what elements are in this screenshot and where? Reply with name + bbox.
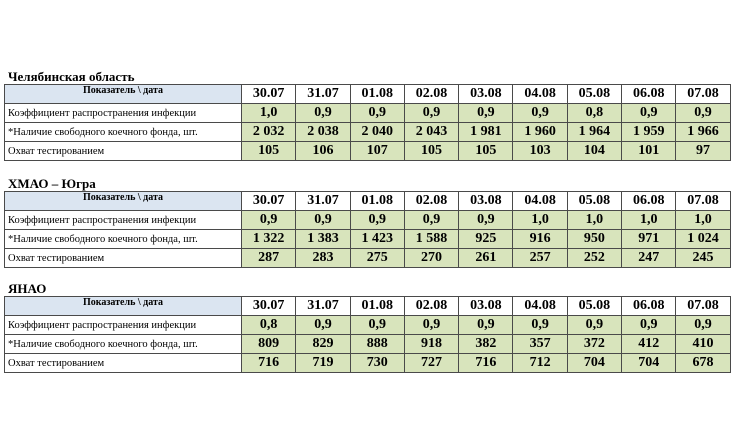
- table-cell: 101: [622, 142, 676, 161]
- table-cell: 1 966: [676, 123, 730, 142]
- table-row: [5, 104, 731, 123]
- header-label: Показатель \ дата: [5, 192, 242, 211]
- table-cell: 1 322: [242, 230, 296, 249]
- table-cell: 1,0: [513, 211, 567, 230]
- date-header: 04.08: [513, 297, 567, 316]
- table-cell: 1 383: [296, 230, 350, 249]
- table-cell: 0,9: [350, 211, 404, 230]
- table-cell: 678: [676, 354, 730, 373]
- table-cell: 2 040: [350, 123, 404, 142]
- region-title: ЯНАО: [8, 281, 47, 296]
- date-header: 05.08: [567, 192, 621, 211]
- region-table: [4, 84, 731, 161]
- table-cell: 287: [242, 249, 296, 268]
- table-row: [5, 249, 731, 268]
- table-cell: 0,9: [459, 316, 513, 335]
- region-yanao: [4, 281, 731, 373]
- table-cell: 730: [350, 354, 404, 373]
- row-label: *Наличие свободного коечного фонда, шт.: [5, 230, 242, 249]
- table-cell: 0,9: [296, 316, 350, 335]
- date-header: 30.07: [242, 85, 296, 104]
- table-cell: 261: [459, 249, 513, 268]
- table-cell: 372: [567, 335, 621, 354]
- table-cell: 1 964: [567, 123, 621, 142]
- table-cell: 2 043: [404, 123, 458, 142]
- table-cell: 719: [296, 354, 350, 373]
- table-cell: 0,9: [242, 211, 296, 230]
- table-cell: 0,9: [676, 104, 730, 123]
- date-header: 02.08: [404, 192, 458, 211]
- table-cell: 0,9: [513, 316, 567, 335]
- table-cell: 0,9: [676, 316, 730, 335]
- date-header: 02.08: [404, 297, 458, 316]
- table-cell: 809: [242, 335, 296, 354]
- date-header: 03.08: [459, 85, 513, 104]
- table-cell: 270: [404, 249, 458, 268]
- table-cell: 252: [567, 249, 621, 268]
- table-cell: 0,9: [350, 104, 404, 123]
- table-cell: 1 981: [459, 123, 513, 142]
- table-cell: 704: [567, 354, 621, 373]
- table-cell: 106: [296, 142, 350, 161]
- row-label: Коэффициент распространения инфекции: [5, 316, 242, 335]
- table-cell: 0,8: [567, 104, 621, 123]
- row-label: *Наличие свободного коечного фонда, шт.: [5, 335, 242, 354]
- table-header-row: [5, 192, 731, 211]
- row-label: Охват тестированием: [5, 142, 242, 161]
- header-label: Показатель \ дата: [5, 85, 242, 104]
- date-header: 31.07: [296, 297, 350, 316]
- table-row: [5, 142, 731, 161]
- table-cell: 275: [350, 249, 404, 268]
- table-cell: 245: [676, 249, 730, 268]
- date-header: 02.08: [404, 85, 458, 104]
- date-header: 05.08: [567, 85, 621, 104]
- region-title: ХМАО – Югра: [8, 176, 96, 191]
- region-table: [4, 296, 731, 373]
- table-cell: 716: [242, 354, 296, 373]
- date-header: 31.07: [296, 85, 350, 104]
- table-cell: 105: [242, 142, 296, 161]
- table-cell: 716: [459, 354, 513, 373]
- table-cell: 105: [404, 142, 458, 161]
- date-header: 06.08: [622, 85, 676, 104]
- date-header: 01.08: [350, 297, 404, 316]
- table-cell: 0,9: [622, 316, 676, 335]
- date-header: 03.08: [459, 297, 513, 316]
- table-cell: 0,8: [242, 316, 296, 335]
- table-cell: 916: [513, 230, 567, 249]
- table-row: [5, 230, 731, 249]
- table-cell: 1,0: [676, 211, 730, 230]
- date-header: 30.07: [242, 192, 296, 211]
- row-label: Охват тестированием: [5, 249, 242, 268]
- table-cell: 1 960: [513, 123, 567, 142]
- table-cell: 382: [459, 335, 513, 354]
- table-cell: 727: [404, 354, 458, 373]
- table-row: [5, 211, 731, 230]
- date-header: 04.08: [513, 85, 567, 104]
- region-title: Челябинская область: [8, 69, 135, 84]
- row-label: *Наличие свободного коечного фонда, шт.: [5, 123, 242, 142]
- table-cell: 283: [296, 249, 350, 268]
- date-header: 04.08: [513, 192, 567, 211]
- table-cell: 412: [622, 335, 676, 354]
- table-cell: 0,9: [404, 104, 458, 123]
- table-cell: 1 423: [350, 230, 404, 249]
- table-header-row: [5, 297, 731, 316]
- table-cell: 0,9: [459, 104, 513, 123]
- table-cell: 0,9: [404, 316, 458, 335]
- table-cell: 107: [350, 142, 404, 161]
- table-cell: 104: [567, 142, 621, 161]
- table-row: [5, 123, 731, 142]
- region-khmao: [4, 176, 731, 268]
- table-cell: 1 588: [404, 230, 458, 249]
- table-row: [5, 354, 731, 373]
- table-cell: 1 959: [622, 123, 676, 142]
- table-cell: 918: [404, 335, 458, 354]
- table-header-row: [5, 85, 731, 104]
- date-header: 07.08: [676, 297, 730, 316]
- table-cell: 888: [350, 335, 404, 354]
- row-label: Коэффициент распространения инфекции: [5, 211, 242, 230]
- table-cell: 950: [567, 230, 621, 249]
- table-cell: 971: [622, 230, 676, 249]
- table-cell: 0,9: [513, 104, 567, 123]
- table-cell: 1,0: [242, 104, 296, 123]
- row-label: Охват тестированием: [5, 354, 242, 373]
- table-cell: 247: [622, 249, 676, 268]
- table-row: [5, 335, 731, 354]
- row-label: Коэффициент распространения инфекции: [5, 104, 242, 123]
- table-cell: 0,9: [567, 316, 621, 335]
- table-cell: 105: [459, 142, 513, 161]
- table-cell: 704: [622, 354, 676, 373]
- table-cell: 925: [459, 230, 513, 249]
- table-cell: 0,9: [622, 104, 676, 123]
- table-cell: 0,9: [296, 211, 350, 230]
- table-cell: 103: [513, 142, 567, 161]
- date-header: 01.08: [350, 192, 404, 211]
- table-cell: 2 038: [296, 123, 350, 142]
- table-cell: 0,9: [296, 104, 350, 123]
- table-cell: 0,9: [459, 211, 513, 230]
- table-row: [5, 316, 731, 335]
- table-cell: 829: [296, 335, 350, 354]
- date-header: 31.07: [296, 192, 350, 211]
- date-header: 07.08: [676, 85, 730, 104]
- table-cell: 257: [513, 249, 567, 268]
- date-header: 07.08: [676, 192, 730, 211]
- date-header: 06.08: [622, 192, 676, 211]
- date-header: 05.08: [567, 297, 621, 316]
- table-cell: 1 024: [676, 230, 730, 249]
- date-header: 03.08: [459, 192, 513, 211]
- date-header: 30.07: [242, 297, 296, 316]
- region-chelyabinsk: [4, 69, 731, 161]
- region-table: [4, 191, 731, 268]
- table-cell: 1,0: [622, 211, 676, 230]
- table-cell: 0,9: [350, 316, 404, 335]
- date-header: 01.08: [350, 85, 404, 104]
- table-cell: 357: [513, 335, 567, 354]
- date-header: 06.08: [622, 297, 676, 316]
- table-cell: 0,9: [404, 211, 458, 230]
- header-label: Показатель \ дата: [5, 297, 242, 316]
- table-cell: 1,0: [567, 211, 621, 230]
- table-cell: 97: [676, 142, 730, 161]
- table-cell: 712: [513, 354, 567, 373]
- table-cell: 2 032: [242, 123, 296, 142]
- table-cell: 410: [676, 335, 730, 354]
